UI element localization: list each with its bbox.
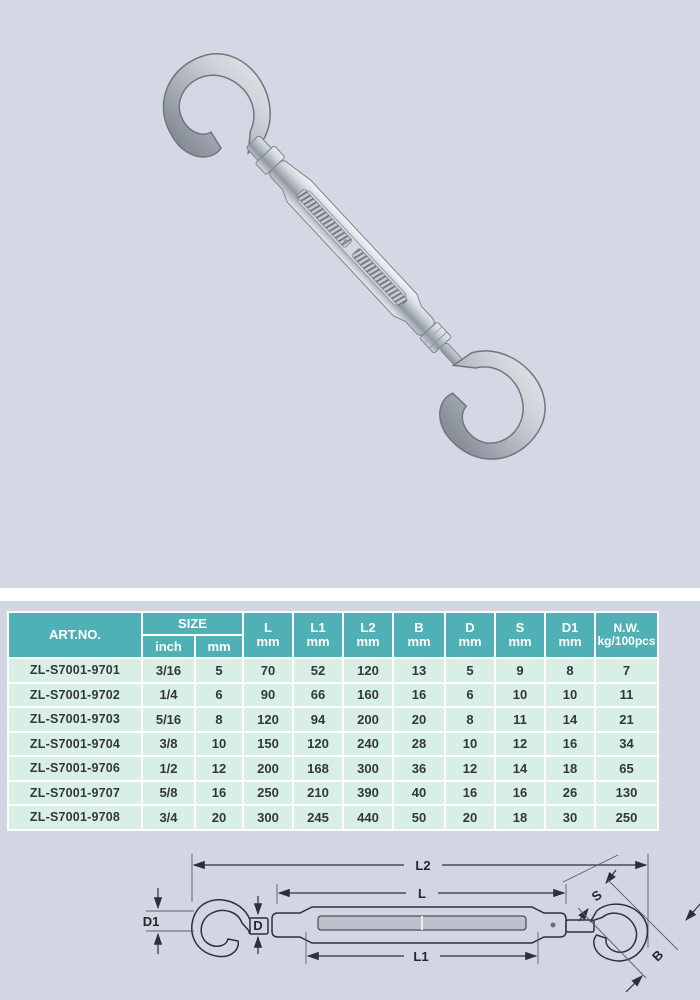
- label-d1: D1: [142, 914, 160, 929]
- header-dim-l: [243, 612, 293, 658]
- dim-label: L1: [310, 620, 326, 636]
- cell-size-inch: 3/16: [142, 658, 195, 683]
- table-row: [8, 781, 658, 806]
- cell-d: 10: [445, 732, 495, 757]
- cell-size-mm: 6: [195, 683, 243, 708]
- header-size-inch: inch: [142, 635, 195, 658]
- header-art-no: ART.NO.: [8, 612, 142, 658]
- cell-nw: 130: [595, 781, 658, 806]
- cell-l2: 200: [343, 707, 393, 732]
- spec-section: [0, 601, 700, 1000]
- cell-size-mm: 5: [195, 658, 243, 683]
- cell-l2: 120: [343, 658, 393, 683]
- cell-b: 20: [393, 707, 445, 732]
- cell-l: 300: [243, 805, 293, 830]
- cell-l1: 245: [293, 805, 343, 830]
- cell-art-no: ZL-S7001-9703: [8, 707, 142, 732]
- dim-unit: mm: [256, 634, 280, 649]
- cell-d1: 30: [545, 805, 595, 830]
- cell-d1: 14: [545, 707, 595, 732]
- header-size-mm: mm: [195, 635, 243, 658]
- cell-size-mm: 12: [195, 756, 243, 781]
- cell-l2: 160: [343, 683, 393, 708]
- cell-size-inch: 3/8: [142, 732, 195, 757]
- dim-unit: mm: [306, 634, 330, 649]
- dim-unit: mm: [508, 634, 532, 649]
- drawing-body-hole: [551, 923, 556, 928]
- cell-size-inch: 1/4: [142, 683, 195, 708]
- cell-l2: 390: [343, 781, 393, 806]
- cell-l: 70: [243, 658, 293, 683]
- nw-line1: N.W.: [613, 621, 640, 636]
- cell-nw: 250: [595, 805, 658, 830]
- cell-nw: 21: [595, 707, 658, 732]
- cell-l1: 52: [293, 658, 343, 683]
- cell-size-inch: 5/16: [142, 707, 195, 732]
- cell-b: 13: [393, 658, 445, 683]
- cell-s: 18: [495, 805, 545, 830]
- cell-l2: 300: [343, 756, 393, 781]
- dimension-l: [277, 884, 566, 904]
- cell-s: 11: [495, 707, 545, 732]
- cell-art-no: ZL-S7001-9702: [8, 683, 142, 708]
- dimension-d1: [143, 888, 194, 954]
- cell-d1: 8: [545, 658, 595, 683]
- cell-d: 5: [445, 658, 495, 683]
- header-dim-d1: [545, 612, 595, 658]
- cell-l1: 66: [293, 683, 343, 708]
- dim-unit: mm: [356, 634, 380, 649]
- header-dim-b: [393, 612, 445, 658]
- header-dim-d: [445, 612, 495, 658]
- dim-label: B: [414, 620, 424, 636]
- spec-table-header: [8, 612, 658, 658]
- table-row: [8, 683, 658, 708]
- cell-art-no: ZL-S7001-9701: [8, 658, 142, 683]
- dim-label: L2: [360, 620, 376, 636]
- cell-d: 20: [445, 805, 495, 830]
- cell-l: 120: [243, 707, 293, 732]
- cell-s: 9: [495, 658, 545, 683]
- dim-label: L: [264, 620, 272, 636]
- table-row: [8, 732, 658, 757]
- cell-art-no: ZL-S7001-9707: [8, 781, 142, 806]
- cell-l1: 168: [293, 756, 343, 781]
- cell-size-mm: 8: [195, 707, 243, 732]
- spec-table: [7, 611, 659, 831]
- cell-l: 200: [243, 756, 293, 781]
- cell-nw: 7: [595, 658, 658, 683]
- dim-unit: mm: [407, 634, 431, 649]
- cell-nw: 34: [595, 732, 658, 757]
- cell-nw: 11: [595, 683, 658, 708]
- cell-s: 10: [495, 683, 545, 708]
- cell-l: 150: [243, 732, 293, 757]
- cell-d1: 18: [545, 756, 595, 781]
- drawing-turnbuckle-body: [272, 907, 566, 943]
- cell-d: 12: [445, 756, 495, 781]
- drawing-hook-right: [566, 893, 657, 971]
- cell-l: 90: [243, 683, 293, 708]
- label-s: S: [588, 887, 605, 905]
- header-size: SIZE: [142, 612, 243, 635]
- cell-b: 40: [393, 781, 445, 806]
- cell-d1: 26: [545, 781, 595, 806]
- cell-d: 8: [445, 707, 495, 732]
- dim-unit: mm: [558, 634, 582, 649]
- dim-label: S: [515, 620, 525, 636]
- cell-s: 16: [495, 781, 545, 806]
- cell-art-no: ZL-S7001-9706: [8, 756, 142, 781]
- dimension-d: [253, 896, 262, 954]
- cell-size-inch: 3/4: [142, 805, 195, 830]
- label-l1: L1: [413, 949, 429, 964]
- cell-s: 12: [495, 732, 545, 757]
- header-net-weight: [595, 612, 658, 658]
- cell-l1: 94: [293, 707, 343, 732]
- label-l: L: [418, 886, 426, 901]
- table-row: [8, 707, 658, 732]
- header-dim-l1: [293, 612, 343, 658]
- cell-nw: 65: [595, 756, 658, 781]
- spec-table-body: [8, 658, 658, 830]
- header-dim-s: [495, 612, 545, 658]
- table-row: [8, 805, 658, 830]
- cell-l1: 210: [293, 781, 343, 806]
- nw-line2: kg/100pcs: [597, 634, 656, 648]
- cell-b: 16: [393, 683, 445, 708]
- cell-d: 16: [445, 781, 495, 806]
- cell-l2: 440: [343, 805, 393, 830]
- table-row: [8, 756, 658, 781]
- cell-art-no: ZL-S7001-9708: [8, 805, 142, 830]
- cell-b: 36: [393, 756, 445, 781]
- dim-unit: mm: [458, 634, 482, 649]
- dim-label: D: [465, 620, 475, 636]
- cell-size-mm: 20: [195, 805, 243, 830]
- cell-size-mm: 16: [195, 781, 243, 806]
- label-d: D: [253, 918, 263, 933]
- cell-size-inch: 1/2: [142, 756, 195, 781]
- header-dim-l2: [343, 612, 393, 658]
- cell-l2: 240: [343, 732, 393, 757]
- table-row: [8, 658, 658, 683]
- dim-label: D1: [561, 620, 579, 636]
- cell-d: 6: [445, 683, 495, 708]
- label-b: B: [649, 947, 667, 965]
- cell-d1: 10: [545, 683, 595, 708]
- cell-l1: 120: [293, 732, 343, 757]
- cell-b: 50: [393, 805, 445, 830]
- cell-size-inch: 5/8: [142, 781, 195, 806]
- cell-b: 28: [393, 732, 445, 757]
- label-l2: L2: [415, 858, 431, 873]
- dimension-drawing: [0, 840, 700, 1000]
- cell-l: 250: [243, 781, 293, 806]
- cell-art-no: ZL-S7001-9704: [8, 732, 142, 757]
- cell-s: 14: [495, 756, 545, 781]
- section-divider: [0, 588, 700, 601]
- cell-size-mm: 10: [195, 732, 243, 757]
- cell-d1: 16: [545, 732, 595, 757]
